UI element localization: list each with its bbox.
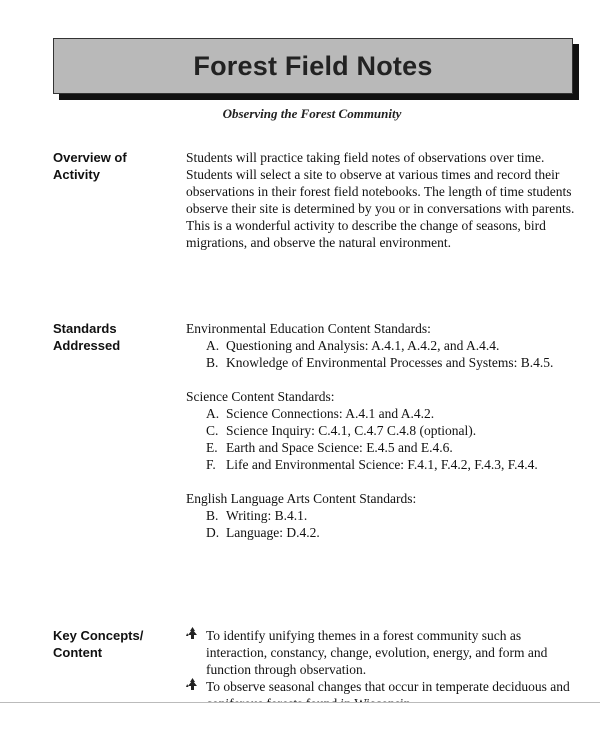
title-box xyxy=(53,38,573,94)
overview-label: Overview of Activity xyxy=(53,150,127,182)
key-concept-text: To identify unifying themes in a forest community such as interaction, constancy, change, evolution, energy, and form and function through observation. xyxy=(206,628,548,677)
standards-label: Standards Addressed xyxy=(53,321,121,353)
standards-item-text: Science Inquiry: C.4.1, C.4.7 C.4.8 (optional). xyxy=(226,423,477,438)
standards-item-text: Earth and Space Science: E.4.5 and E.4.6. xyxy=(226,440,453,455)
key-concepts-label: Key Concepts/ Content xyxy=(53,628,144,660)
standards-item-text: Life and Environmental Science: F.4.1, F.4.2, F.4.3, F.4.4. xyxy=(226,457,538,472)
standards-item xyxy=(186,405,576,422)
standards-item-marker: E. xyxy=(206,440,218,455)
standards-item-text: Language: D.4.2. xyxy=(226,525,320,540)
standards-item-marker: C. xyxy=(206,423,219,438)
key-concept-bullet xyxy=(186,627,576,678)
standards-item xyxy=(186,354,576,371)
standards-item-text: Science Connections: A.4.1 and A.4.2. xyxy=(226,406,435,421)
page-title: Forest Field Notes xyxy=(193,50,433,81)
key-concepts-section xyxy=(186,627,576,712)
standards-item-marker: B. xyxy=(206,508,219,523)
standards-group-title: Environmental Education Content Standards: xyxy=(186,321,431,336)
spacer xyxy=(186,371,576,388)
page-bottom-edge xyxy=(0,702,600,731)
page-subtitle: Observing the Forest Community xyxy=(222,106,402,121)
standards-item-marker: A. xyxy=(206,406,220,421)
standards-item xyxy=(186,439,576,456)
spacer xyxy=(186,473,576,490)
standards-section xyxy=(186,320,576,541)
standards-item xyxy=(186,337,576,354)
overview-section xyxy=(186,149,576,251)
standards-item xyxy=(186,456,576,473)
standards-item xyxy=(186,507,576,524)
standards-group-title: Science Content Standards: xyxy=(186,389,335,404)
standards-group-title: English Language Arts Content Standards: xyxy=(186,491,417,506)
standards-item-text: Writing: B.4.1. xyxy=(226,508,308,523)
standards-item-text: Questioning and Analysis: A.4.1, A.4.2, and A.4.4. xyxy=(226,338,500,353)
standards-item-marker: D. xyxy=(206,525,220,540)
key-concept-text: To observe seasonal changes that occur in temperate deciduous and xyxy=(206,679,570,694)
standards-item xyxy=(186,422,576,439)
standards-item xyxy=(186,524,576,541)
overview-text: Students will practice taking field notes of observations over time. Students will select a site to observe at various times and record their observations in their forest field notebooks. The length of time students observe their site is determined by you or in conversations with parents. This is a wonderful activity to describe the change of seasons, bird migrations, and observe the natural environment. xyxy=(186,150,575,250)
standards-item-marker: B. xyxy=(206,355,219,370)
pine-tree-icon xyxy=(186,627,206,678)
standards-item-marker: A. xyxy=(206,338,220,353)
standards-item-marker: F. xyxy=(206,457,216,472)
standards-item-text: Knowledge of Environmental Processes and Systems: B.4.5. xyxy=(226,355,554,370)
